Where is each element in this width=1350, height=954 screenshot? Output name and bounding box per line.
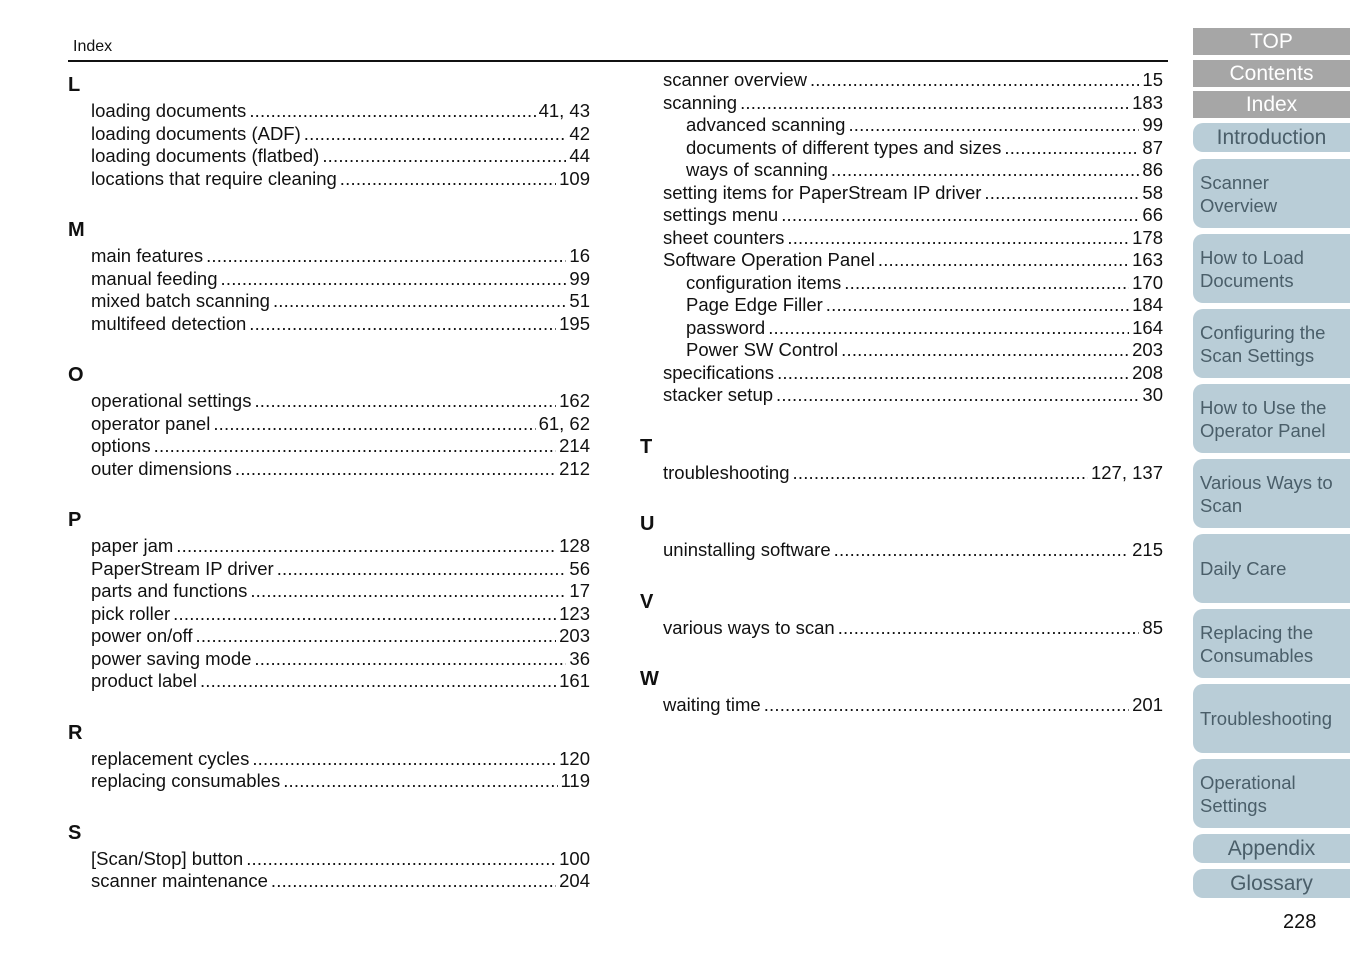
page-number: 228 (1283, 911, 1317, 933)
entry-page-link[interactable]: 170 (1132, 271, 1163, 293)
index-entry[interactable] (640, 694, 1163, 717)
entry-page-link[interactable]: 109 (559, 167, 590, 189)
nav-top-button[interactable]: TOP (1193, 28, 1350, 55)
nav-tab-replacing[interactable]: Replacing the Consumables (1193, 609, 1350, 678)
index-column-right (640, 70, 1163, 742)
dot-leader (277, 558, 567, 581)
index-entry[interactable] (68, 245, 590, 268)
nav-tab-troubleshooting[interactable]: Troubleshooting (1193, 684, 1350, 753)
entry-page-link[interactable]: 214 (559, 435, 590, 456)
entry-text: settings menu (663, 204, 779, 225)
entry-text: setting items for PaperStream IP driver (663, 181, 982, 203)
index-entry[interactable] (68, 390, 590, 413)
entry-text: options (91, 435, 151, 456)
index-column-left (68, 70, 590, 918)
entry-text: ways of scanning (686, 159, 828, 180)
index-entry[interactable] (640, 204, 1163, 227)
entry-text: manual feeding (91, 267, 218, 289)
index-entry[interactable] (640, 137, 1163, 160)
index-entry[interactable] (68, 100, 590, 123)
nav-tab-glossary[interactable]: Glossary (1193, 869, 1350, 898)
nav-tab-scanner-overview[interactable]: Scanner Overview (1193, 159, 1350, 228)
index-entry[interactable] (640, 317, 1163, 340)
index-section (640, 432, 1163, 485)
dot-leader (768, 317, 1129, 340)
nav-tab-operational[interactable]: Operational Settings (1193, 759, 1350, 828)
index-entry[interactable] (68, 535, 590, 558)
entry-page-link[interactable]: 61, 62 (538, 412, 590, 434)
entry-page-link[interactable]: 215 (1132, 539, 1163, 560)
dot-leader (740, 92, 1129, 115)
entry-text: sheet counters (663, 226, 785, 248)
dot-leader (283, 770, 557, 793)
index-entry[interactable] (68, 268, 590, 291)
nav-tab-daily-care[interactable]: Daily Care (1193, 534, 1350, 603)
index-section (68, 70, 590, 190)
entry-text: password (686, 316, 766, 338)
entry-text: scanning (663, 91, 738, 113)
entry-text: loading documents (ADF) (91, 122, 301, 144)
index-entry[interactable] (68, 603, 590, 626)
header-rule (68, 60, 1168, 62)
entry-text: pick roller (91, 602, 171, 624)
dot-leader (848, 114, 1139, 137)
index-entry[interactable] (640, 227, 1163, 250)
dot-leader (787, 227, 1129, 250)
section-letter: P (68, 509, 82, 531)
entry-page-link[interactable]: 58 (1142, 181, 1163, 203)
entry-page-link[interactable]: 164 (1132, 316, 1163, 338)
entry-text: Page Edge Filler (686, 294, 823, 315)
entry-page-link[interactable]: 184 (1132, 294, 1163, 315)
entry-text: documents of different types and sizes (686, 136, 1002, 158)
entry-text: operational settings (91, 390, 252, 411)
entry-page-link[interactable]: 195 (559, 312, 590, 334)
nav-tab-configuring[interactable]: Configuring the Scan Settings (1193, 309, 1350, 378)
dot-leader (304, 123, 567, 146)
entry-page-link[interactable]: 44 (569, 145, 590, 166)
index-entry[interactable] (68, 870, 590, 893)
dot-leader (1004, 137, 1139, 160)
dot-leader (273, 290, 566, 313)
index-entry[interactable] (68, 748, 590, 771)
index-entry[interactable] (68, 435, 590, 458)
dot-leader (254, 390, 556, 413)
dot-leader (235, 458, 556, 481)
dot-leader (200, 670, 556, 693)
entry-text: configuration items (686, 271, 842, 293)
dot-leader (154, 435, 556, 458)
index-entry[interactable] (640, 339, 1163, 362)
entry-page-link[interactable]: 162 (559, 390, 590, 411)
entry-page-link[interactable]: 17 (569, 580, 590, 601)
section-letter: M (68, 219, 85, 241)
entry-text: [Scan/Stop] button (91, 847, 244, 869)
dot-leader (340, 168, 556, 191)
entry-page-link[interactable]: 203 (559, 625, 590, 646)
dot-leader (206, 245, 566, 268)
entry-text: locations that require cleaning (91, 167, 337, 189)
dot-leader (271, 870, 556, 893)
dot-leader (322, 145, 566, 168)
entry-text: paper jam (91, 535, 174, 556)
index-entry[interactable] (68, 558, 590, 581)
dot-leader (249, 100, 535, 123)
index-entry[interactable] (640, 384, 1163, 407)
entry-text: advanced scanning (686, 114, 846, 135)
entry-page-link[interactable]: 99 (1142, 114, 1163, 135)
entry-text: waiting time (663, 694, 761, 715)
entry-page-link[interactable]: 15 (1142, 69, 1163, 90)
nav-tab-various-ways[interactable]: Various Ways to Scan (1193, 459, 1350, 528)
dot-leader (221, 268, 567, 291)
entry-page-link[interactable]: 127, 137 (1090, 461, 1163, 483)
index-entry[interactable] (640, 617, 1163, 640)
index-section (68, 718, 590, 793)
dot-leader (195, 625, 556, 648)
entry-text: product label (91, 670, 197, 691)
entry-text: main features (91, 245, 204, 266)
dot-leader (176, 535, 556, 558)
section-letter: R (68, 721, 83, 744)
dot-leader (841, 339, 1129, 362)
entry-page-link[interactable]: 85 (1142, 616, 1163, 638)
nav-tab-appendix[interactable]: Appendix (1193, 834, 1350, 863)
entry-text: specifications (663, 361, 775, 383)
entry-text: stacker setup (663, 384, 774, 405)
index-entry[interactable] (68, 313, 590, 336)
dot-leader (777, 362, 1129, 385)
entry-text: outer dimensions (91, 457, 232, 479)
entry-page-link[interactable]: 100 (559, 847, 590, 869)
dot-leader (213, 413, 535, 436)
index-entry[interactable] (640, 159, 1163, 182)
dot-leader (254, 648, 566, 671)
entry-page-link[interactable]: 128 (559, 535, 590, 556)
entry-text: replacement cycles (91, 747, 250, 769)
section-letter: S (68, 821, 82, 844)
section-letter: W (640, 668, 659, 690)
section-letter: L (68, 74, 81, 96)
index-entry[interactable] (68, 625, 590, 648)
index-entry[interactable] (640, 539, 1163, 562)
dot-leader (984, 182, 1139, 205)
entry-text: mixed batch scanning (91, 290, 270, 311)
index-section (640, 664, 1163, 717)
index-section (640, 587, 1163, 640)
index-entry[interactable] (68, 458, 590, 481)
index-entry[interactable] (68, 580, 590, 603)
entry-page-link[interactable]: 120 (559, 747, 590, 769)
index-entry[interactable] (640, 92, 1163, 115)
entry-page-link[interactable]: 36 (569, 647, 590, 669)
entry-text: various ways to scan (663, 616, 835, 638)
index-section (640, 509, 1163, 562)
dot-leader (793, 462, 1088, 485)
entry-page-link[interactable]: 99 (569, 267, 590, 289)
nav-tab-introduction[interactable]: Introduction (1193, 123, 1350, 152)
entry-page-link[interactable]: 51 (569, 290, 590, 311)
nav-contents-button[interactable]: Contents (1193, 60, 1350, 87)
entry-text: PaperStream IP driver (91, 557, 274, 579)
dot-leader (844, 272, 1129, 295)
dot-leader (838, 617, 1140, 640)
dot-leader (246, 848, 556, 871)
entry-page-link[interactable]: 204 (559, 870, 590, 891)
dot-leader (826, 294, 1129, 317)
entry-text: uninstalling software (663, 539, 831, 560)
entry-text: scanner overview (663, 69, 807, 90)
dot-leader (834, 539, 1130, 562)
nav-tab-how-to-load[interactable]: How to Load Documents (1193, 234, 1350, 303)
dot-leader (252, 748, 556, 771)
dot-leader (776, 384, 1139, 407)
index-entry[interactable] (640, 294, 1163, 317)
index-entry[interactable] (68, 770, 590, 793)
index-entry[interactable] (68, 168, 590, 191)
index-entry[interactable] (68, 145, 590, 168)
index-entry[interactable] (68, 123, 590, 146)
entry-page-link[interactable]: 161 (559, 670, 590, 691)
entry-text: replacing consumables (91, 770, 281, 791)
entry-text: Software Operation Panel (663, 249, 875, 270)
index-section (640, 69, 1163, 407)
index-entry[interactable] (640, 69, 1163, 92)
entry-text: troubleshooting (663, 461, 790, 483)
nav-index-button[interactable]: Index (1193, 91, 1350, 118)
entry-page-link[interactable]: 208 (1132, 361, 1163, 383)
index-entry[interactable] (640, 114, 1163, 137)
dot-leader (781, 204, 1139, 227)
entry-page-link[interactable]: 119 (560, 770, 590, 791)
index-section (68, 818, 590, 893)
entry-text: power on/off (91, 625, 193, 646)
index-section (68, 505, 590, 693)
entry-text: Power SW Control (686, 339, 839, 360)
nav-tab-operator-panel[interactable]: How to Use the Operator Panel (1193, 384, 1350, 453)
index-entry[interactable] (640, 182, 1163, 205)
index-entry[interactable] (640, 272, 1163, 295)
header-label: Index (73, 38, 113, 55)
entry-page-link[interactable]: 66 (1142, 204, 1163, 225)
entry-text: scanner maintenance (91, 870, 268, 891)
dot-leader (810, 69, 1139, 92)
entry-text: parts and functions (91, 580, 248, 601)
dot-leader (831, 159, 1140, 182)
entry-text: power saving mode (91, 647, 252, 669)
index-entry[interactable] (68, 290, 590, 313)
entry-page-link[interactable]: 212 (559, 457, 590, 479)
entry-page-link[interactable]: 201 (1132, 694, 1163, 715)
dot-leader (764, 694, 1129, 717)
section-letter: O (68, 364, 84, 386)
index-entry[interactable] (640, 462, 1163, 485)
entry-page-link[interactable]: 203 (1132, 339, 1163, 360)
index-entry[interactable] (640, 362, 1163, 385)
entry-page-link[interactable]: 123 (559, 602, 590, 624)
index-entry[interactable] (640, 249, 1163, 272)
dot-leader (249, 313, 556, 336)
entry-page-link[interactable]: 30 (1142, 384, 1163, 405)
section-letter: U (640, 513, 655, 535)
entry-page-link[interactable]: 86 (1142, 159, 1163, 180)
entry-text: operator panel (91, 412, 211, 434)
index-entry[interactable] (68, 413, 590, 436)
entry-page-link[interactable]: 183 (1132, 91, 1163, 113)
index-entry[interactable] (68, 848, 590, 871)
entry-page-link[interactable]: 41, 43 (538, 100, 590, 121)
entry-page-link[interactable]: 178 (1132, 226, 1163, 248)
entry-text: loading documents (91, 100, 247, 121)
dot-leader (173, 603, 556, 626)
section-letter: T (640, 435, 653, 458)
dot-leader (250, 580, 566, 603)
index-section (68, 215, 590, 335)
section-letter: V (640, 590, 654, 613)
entry-page-link[interactable]: 56 (569, 557, 590, 579)
entry-page-link[interactable]: 16 (569, 245, 590, 266)
entry-text: multifeed detection (91, 312, 247, 334)
entry-page-link[interactable]: 163 (1132, 249, 1163, 270)
index-entry[interactable] (68, 670, 590, 693)
dot-leader (878, 249, 1129, 272)
index-section (68, 360, 590, 480)
entry-page-link[interactable]: 42 (569, 122, 590, 144)
entry-text: loading documents (flatbed) (91, 145, 320, 166)
index-entry[interactable] (68, 648, 590, 671)
entry-page-link[interactable]: 87 (1142, 136, 1163, 158)
